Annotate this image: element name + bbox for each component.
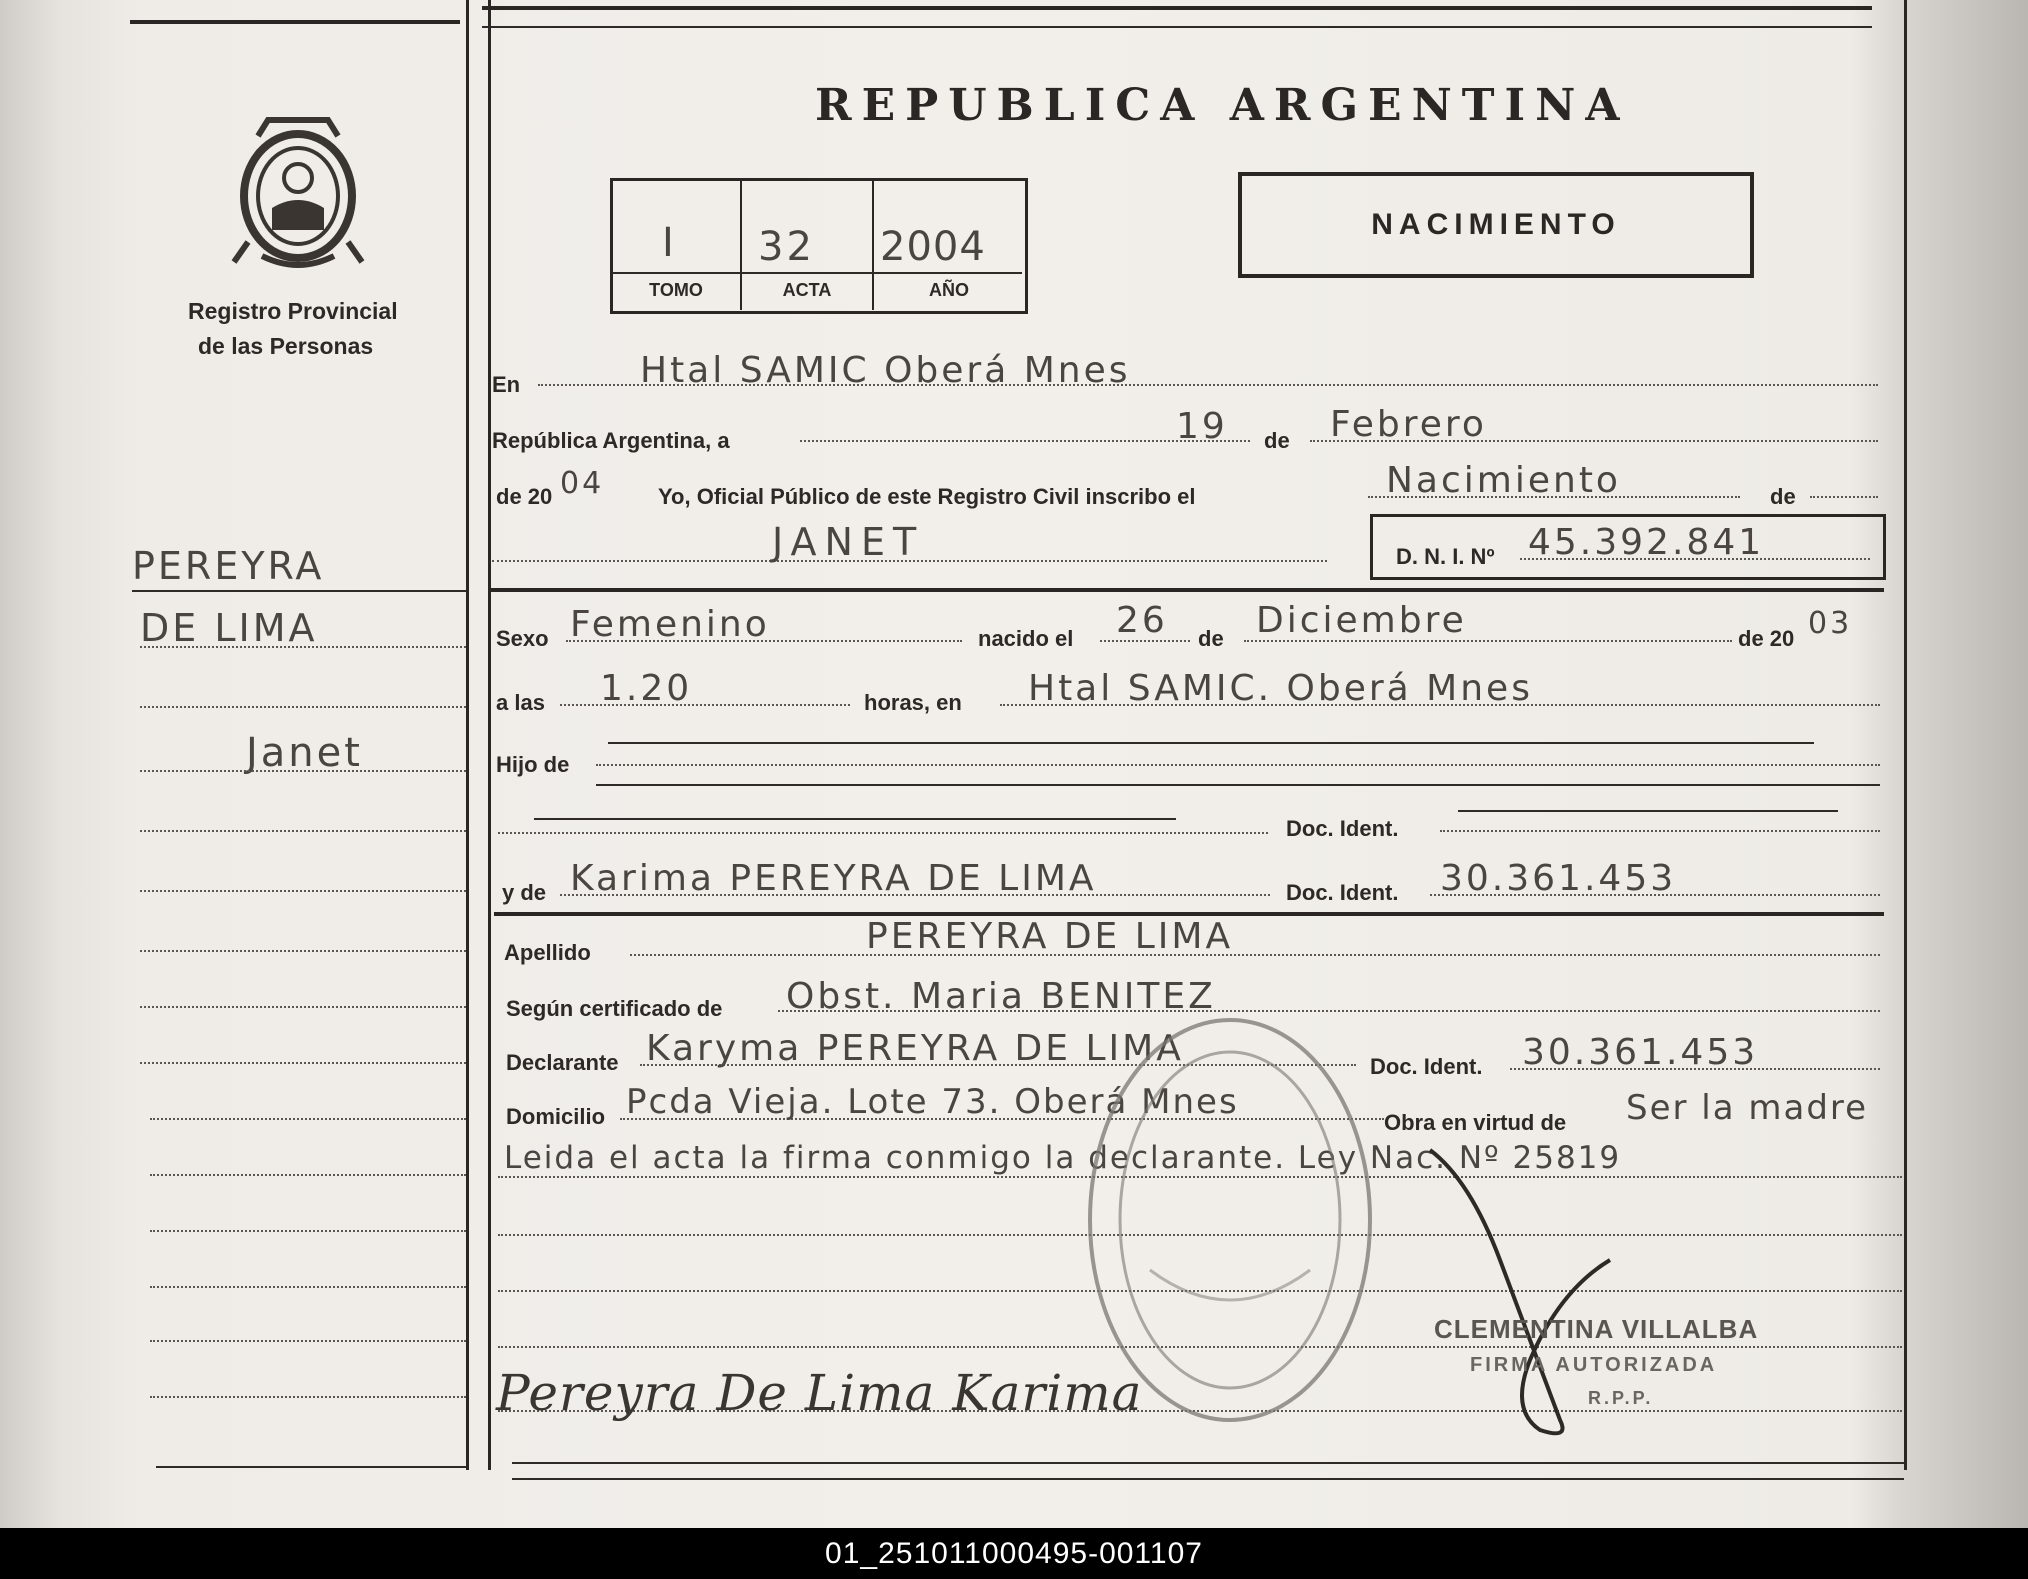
column-divider <box>466 0 469 1470</box>
margin-rule-1 <box>132 590 466 592</box>
sexo-label: Sexo <box>496 626 549 651</box>
year-suffix: 04 <box>560 466 605 501</box>
birth-month: Diciembre <box>1256 600 1467 641</box>
mother-doc: 30.361.453 <box>1440 858 1677 899</box>
acta-value: 32 <box>758 224 815 270</box>
margin-dots-4 <box>140 770 466 772</box>
declarante-label: Declarante <box>506 1050 619 1075</box>
country-title: REPUBLICA ARGENTINA <box>815 80 1630 131</box>
dni-value: 45.392.841 <box>1528 522 1765 563</box>
declarante-doc: 30.361.453 <box>1522 1032 1759 1073</box>
horas-label: horas, en <box>864 690 962 715</box>
provincial-seal-icon <box>228 112 368 272</box>
margin-given-name: Janet <box>246 730 363 776</box>
domicilio-label: Domicilio <box>506 1104 606 1129</box>
year-prefix: de 20 <box>496 484 553 509</box>
tomo-label: TOMO <box>649 280 703 300</box>
margin-bottom-rule <box>156 1466 466 1468</box>
father-line <box>498 832 1268 834</box>
margin-dots-2 <box>140 646 466 648</box>
nacido-label: nacido el <box>978 626 1074 651</box>
apellido-line <box>630 954 1880 956</box>
republica-label: República Argentina, a <box>492 428 730 453</box>
form-left-border <box>488 0 491 1470</box>
sexo-value: Femenino <box>570 604 770 645</box>
margin-dots-9 <box>140 1062 466 1064</box>
margin-surname-line2: DE LIMA <box>140 606 318 650</box>
margin-dots-14 <box>150 1340 466 1342</box>
hijo-line <box>596 764 1880 766</box>
margin-dots-8 <box>140 1006 466 1008</box>
ano-value: 2004 <box>880 224 986 270</box>
index-label-rule <box>612 272 1022 274</box>
doc-ident-label-2: Doc. Ident. <box>1286 880 1399 905</box>
margin-surname-line1: PEREYRA <box>132 544 325 588</box>
section-rule-1 <box>490 588 1884 592</box>
hijo-label: Hijo de <box>496 752 570 777</box>
de-line-2 <box>1810 496 1878 498</box>
margin-dots-11 <box>150 1174 466 1176</box>
de-label-1: de <box>1264 428 1290 453</box>
en-label: En <box>492 372 521 397</box>
margin-dots-13 <box>150 1286 466 1288</box>
y-de-label: y de <box>502 880 547 905</box>
doc-ident-label-3: Doc. Ident. <box>1370 1054 1483 1079</box>
hour-value: 1.20 <box>600 668 693 709</box>
segun-value: Obst. Maria BENITEZ <box>786 976 1216 1017</box>
birth-place: Htal SAMIC. Oberá Mnes <box>1028 668 1533 709</box>
top-rule-left <box>130 20 460 24</box>
signer-initials: R.P.P. <box>1588 1388 1654 1408</box>
registry-name-line2: de las Personas <box>198 333 374 359</box>
margin-dots-5 <box>140 830 466 832</box>
mother-name: Karima PEREYRA DE LIMA <box>570 858 1097 899</box>
apellido-label: Apellido <box>504 940 591 965</box>
margin-dots-12 <box>150 1230 466 1232</box>
segun-label: Según certificado de <box>506 996 723 1021</box>
obra-value: Ser la madre <box>1626 1088 1869 1128</box>
margin-dots-7 <box>140 950 466 952</box>
declarante-value: Karyma PEREYRA DE LIMA <box>646 1028 1184 1069</box>
birth-year-prefix: de 20 <box>1738 626 1795 651</box>
month-value: Febrero <box>1330 404 1487 445</box>
signer-name: CLEMENTINA VILLALBA <box>1434 1314 1759 1344</box>
dni-label: D. N. I. Nº <box>1396 544 1495 569</box>
father-doc-line <box>1440 830 1880 832</box>
signer-role: FIRMA AUTORIZADA <box>1470 1354 1718 1376</box>
bottom-rule-1 <box>512 1462 1904 1464</box>
margin-dots-15 <box>150 1396 466 1398</box>
obra-label: Obra en virtud de <box>1384 1110 1567 1135</box>
inscription-value: Nacimiento <box>1386 460 1621 501</box>
ano-label: AÑO <box>929 280 969 300</box>
declarant-signature: Pereyra De Lima Karima <box>496 1364 1143 1422</box>
footer-code: 01_251011000495-001107 <box>0 1528 2028 1579</box>
top-rule-right-2 <box>482 26 1872 28</box>
de-label-2: de <box>1770 484 1796 509</box>
doc-ident-label-1: Doc. Ident. <box>1286 816 1399 841</box>
bottom-rule-2 <box>512 1478 1904 1480</box>
a-las-label: a las <box>496 690 545 715</box>
domicilio-value: Pcda Vieja. Lote 73. Oberá Mnes <box>626 1082 1239 1122</box>
de-label-3: de <box>1198 626 1224 651</box>
birth-day: 26 <box>1116 600 1168 641</box>
form-right-border <box>1904 0 1907 1470</box>
father-doc-strike <box>1458 810 1838 812</box>
registry-name-line1: Registro Provincial <box>188 298 398 324</box>
oficial-text: Yo, Oficial Público de este Registro Civil inscribo el <box>658 484 1196 509</box>
apellido-value: PEREYRA DE LIMA <box>866 916 1234 957</box>
margin-dots-6 <box>140 890 466 892</box>
margin-dots-3 <box>140 706 466 708</box>
margin-dots-10 <box>150 1118 466 1120</box>
hijo-strike <box>608 742 1814 744</box>
top-rule-right <box>482 6 1872 10</box>
birth-year-suffix: 03 <box>1808 606 1853 641</box>
father-strike <box>534 818 1176 820</box>
leida-text: Leida el acta la firma conmigo la declarante. Ley Nac. Nº 25819 <box>504 1140 1622 1176</box>
en-value: Htal SAMIC Oberá Mnes <box>640 350 1131 391</box>
tomo-value: I <box>662 220 677 266</box>
acta-label: ACTA <box>782 280 832 300</box>
day-value: 19 <box>1176 406 1228 447</box>
hijo-strike-2 <box>596 784 1880 786</box>
record-type-box: NACIMIENTO <box>1238 172 1754 278</box>
name-value: JANET <box>772 520 925 564</box>
